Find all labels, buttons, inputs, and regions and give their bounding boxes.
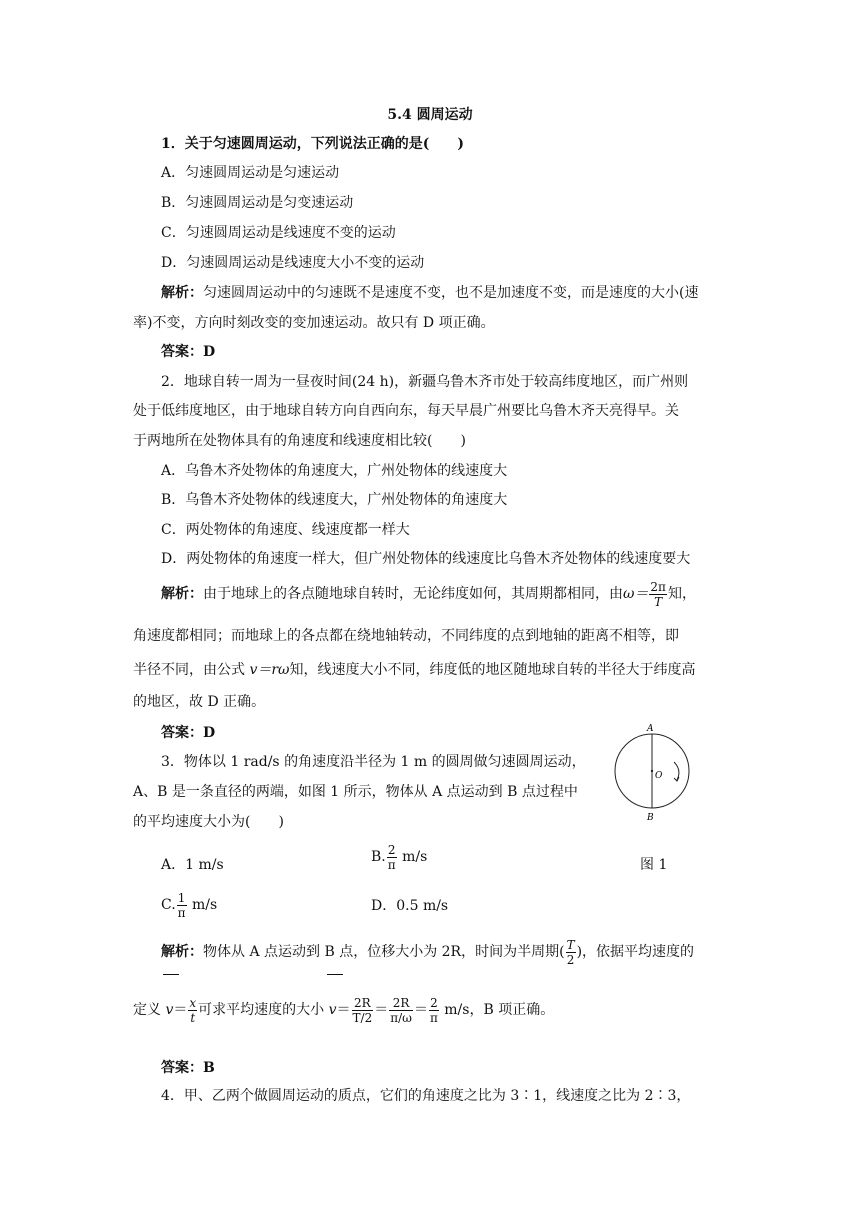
q3-fraction-1: [352, 996, 374, 1025]
q2-explanation-4: 的地区，故 D 正确。: [133, 694, 266, 710]
q1-option-c: C．匀速圆周运动是线速度不变的运动: [161, 225, 396, 241]
q1-option-b: B．匀速圆周运动是匀变速运动: [161, 195, 354, 211]
q2-omega-fraction: [649, 580, 667, 609]
q3-half-period-numerator: T: [566, 937, 575, 952]
q3-fraction-1-denominator: T/2: [352, 1010, 373, 1025]
figure-label-o: O: [655, 771, 663, 781]
q2-explanation-1: [161, 578, 696, 610]
figure-1-circle-diagram: [612, 722, 692, 822]
q1-stem: 1．关于匀速圆周运动，下列说法正确的是( ): [161, 136, 464, 152]
q3-option-c-numerator: 1: [177, 890, 186, 905]
q3-definition-fraction: [188, 996, 197, 1025]
q3-equals-1: ＝: [173, 1002, 188, 1018]
q3-option-c-unit: m/s: [187, 897, 218, 913]
q3-definition-denominator: t: [190, 1010, 196, 1025]
q3-half-period-denominator: 2: [566, 952, 575, 967]
figure-label-a: A: [647, 724, 654, 734]
q1-explanation-2: 率)不变，方向时刻改变的变加速运动。故只有 D 项正确。: [133, 315, 495, 331]
q3-option-c-label: C.: [161, 897, 176, 913]
q3-fraction-2-numerator: 2R: [389, 996, 413, 1011]
q3-option-a: A．1 m/s: [161, 857, 224, 873]
q3-fraction-3-numerator: 2: [430, 995, 438, 1010]
q3-option-b-unit: m/s: [397, 849, 428, 865]
q2-option-c: C．两处物体的角速度、线速度都一样大: [161, 522, 410, 538]
q2-explanation-3: [133, 660, 695, 680]
q3-explanation-label: 解析：: [161, 944, 203, 960]
q3-explanation-text-2b: 可求平均速度的大小: [198, 1002, 329, 1018]
q3-fraction-1-numerator: 2R: [352, 996, 374, 1011]
q3-fraction-2: [389, 996, 413, 1025]
figure-label-b: B: [647, 813, 654, 822]
q3-half-period-fraction: [566, 938, 576, 967]
q3-answer: 答案：B: [161, 1060, 215, 1076]
q3-option-b-numerator: 2: [387, 842, 396, 857]
q2-answer: 答案：D: [161, 725, 216, 741]
rotation-arrowhead-icon: [674, 777, 679, 781]
q3-option-d: D．0.5 m/s: [371, 898, 449, 914]
page-title: 5.4 圆周运动: [387, 107, 473, 123]
q3-stem-3: 的平均速度大小为( ): [133, 814, 284, 830]
q1-explanation-text: 匀速圆周运动中的匀速既不是速度不变，也不是加速度不变，而是速度的大小(速: [203, 285, 699, 301]
q2-explanation-text-3b: 知，线速度大小不同，纬度低的地区随地球自转的半径大于纬度高: [289, 662, 696, 678]
q3-option-b: [371, 842, 427, 872]
q3-stem-2: A、B 是一条直径的两端，如图 1 所示，物体从 A 点运动到 B 点过程中: [133, 784, 578, 800]
center-point: [651, 770, 653, 772]
q2-omega: ω＝: [623, 586, 649, 602]
q2-explanation-text-1: 由于地球上的各点随地球自转时，无论纬度如何，其周期都相同，由: [203, 586, 623, 602]
q2-omega-numerator: 2π: [650, 579, 666, 594]
q3-stem-1: 3．物体以 1 rad/s 的角速度沿半径为 1 m 的圆周做匀速圆周运动，: [161, 754, 586, 770]
q3-option-c: [161, 888, 217, 922]
rotation-arrow-icon: [674, 762, 679, 780]
q3-equals-2: ＝: [336, 1002, 351, 1018]
q2-option-b: B．乌鲁木齐处物体的线速度大，广州处物体的角速度大: [161, 492, 508, 508]
q2-explanation-text-1b: 知，: [667, 586, 696, 602]
q3-explanation-text-1b: )，依据平均速度的: [576, 944, 695, 960]
q3-option-b-label: B.: [371, 849, 386, 865]
q2-explanation-label: 解析：: [161, 586, 203, 602]
q1-explanation-1: [161, 283, 698, 303]
q3-fraction-2-denominator: π/ω: [390, 1010, 412, 1025]
q3-option-b-denominator: π: [387, 857, 396, 872]
q1-explanation-label: 解析：: [161, 285, 203, 301]
q2-explanation-2: 角速度都相同；而地球上的各点都在绕地轴转动，不同纬度的点到地轴的距离不相等，即: [133, 628, 679, 644]
figure-1-caption: 图 1: [640, 857, 668, 873]
q1-option-d: D．匀速圆周运动是线速度大小不变的运动: [161, 255, 425, 271]
q2-stem-2: 处于低纬度地区，由于地球自转方向自西向东，每天早晨广州要比乌鲁木齐天亮得早。关: [133, 403, 679, 419]
q2-option-a: A．乌鲁木齐处物体的角速度大，广州处物体的线速度大: [161, 463, 508, 479]
q3-equals-3: ＝: [374, 1002, 389, 1018]
q1-answer: 答案：D: [161, 344, 216, 360]
q2-omega-denominator: T: [654, 594, 663, 609]
q1-option-a: A．匀速圆周运动是匀速运动: [161, 165, 340, 181]
q3-explanation-2: [133, 990, 554, 1030]
q3-equals-4: ＝: [413, 1002, 428, 1018]
q4-stem-1: 4．甲、乙两个做圆周运动的质点，它们的角速度之比为 3∶1，线速度之比为 2∶3，: [161, 1088, 691, 1104]
q2-option-d: D．两处物体的角速度一样大，但广州处物体的线速度比乌鲁木齐处物体的线速度要大: [161, 551, 691, 567]
q3-explanation-text-1a: 物体从 A 点运动到 B 点，位移大小为 2R，时间为半周期(: [203, 944, 565, 960]
q3-average-velocity-symbol: v: [165, 990, 173, 1030]
q3-option-b-fraction: [387, 843, 397, 872]
q3-explanation-1: [161, 936, 694, 968]
q3-option-c-denominator: π: [177, 905, 186, 920]
q3-definition-numerator: x: [189, 995, 197, 1010]
q2-explanation-text-3a: 半径不同，由公式: [133, 662, 250, 678]
q3-fraction-3-denominator: π: [429, 1010, 438, 1025]
q2-stem-1: 2．地球自转一周为一昼夜时间(24 h)，新疆乌鲁木齐市处于较高纬度地区，而广州则: [161, 374, 689, 390]
q3-explanation-text-2a: 定义: [133, 1002, 166, 1018]
q3-option-c-fraction: [177, 891, 187, 920]
q2-stem-3: 于两地所在处物体具有的角速度和线速度相比较( ): [133, 433, 466, 449]
q2-formula: v＝rω: [249, 662, 290, 678]
q3-fraction-3: [429, 996, 439, 1025]
q3-average-velocity-symbol-2: v: [329, 990, 337, 1030]
q3-explanation-text-2c: m/s，B 项正确。: [439, 1002, 555, 1018]
